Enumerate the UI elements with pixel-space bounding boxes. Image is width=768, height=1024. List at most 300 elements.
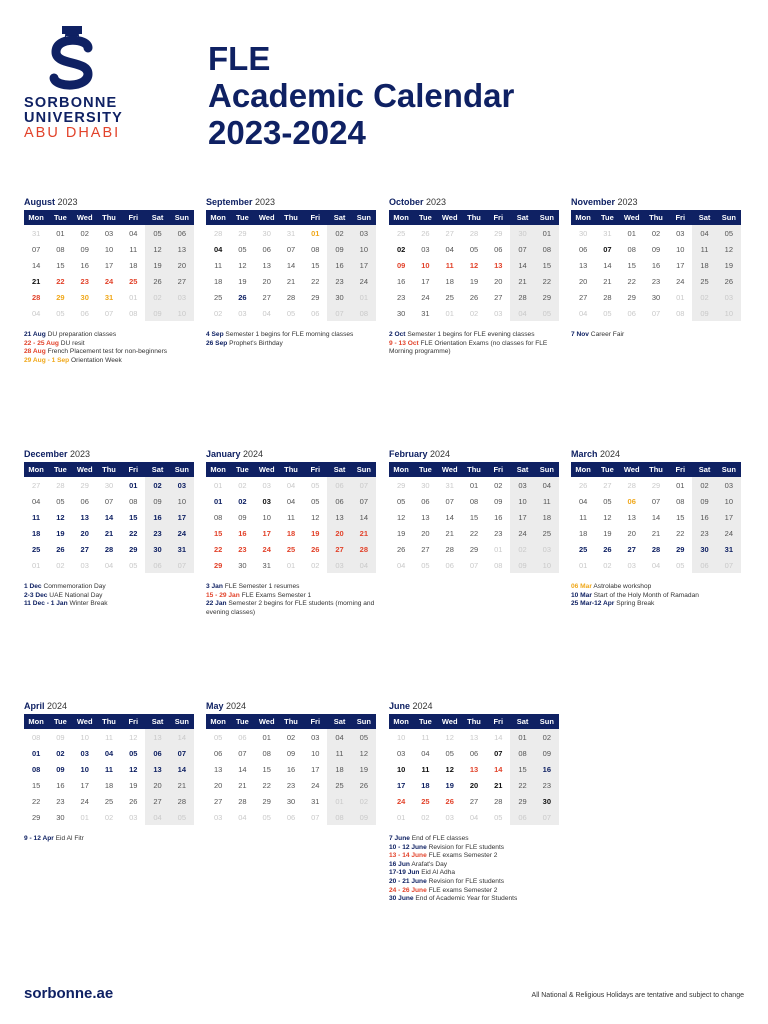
day-cell: 08 bbox=[510, 745, 534, 761]
day-cell: 31 bbox=[286, 228, 296, 238]
day-cell: 01 bbox=[56, 228, 65, 238]
weekday-header: Sat bbox=[510, 462, 534, 477]
month-title bbox=[206, 448, 376, 460]
day-cell: 16 bbox=[396, 276, 406, 286]
day-cell: 25 bbox=[327, 777, 351, 793]
day-cell: 04 bbox=[510, 305, 534, 321]
day-cell: 08 bbox=[31, 764, 41, 774]
weekday-header: Tue bbox=[230, 714, 254, 729]
day-cell: 02 bbox=[104, 812, 114, 822]
weekday-header: Sat bbox=[327, 714, 351, 729]
day-cell: 17 bbox=[396, 780, 406, 790]
day-cell: 24 bbox=[80, 796, 89, 806]
day-cell: 27 bbox=[145, 793, 169, 809]
day-cell: 09 bbox=[145, 493, 169, 509]
day-cell: 12 bbox=[717, 241, 741, 257]
month-name: September bbox=[206, 197, 253, 207]
event-date: 22 - 25 Aug bbox=[24, 339, 59, 347]
event-text: Revision for FLE students bbox=[426, 843, 505, 851]
day-cell: 07 bbox=[238, 748, 247, 758]
day-cell: 08 bbox=[327, 809, 351, 825]
event-note bbox=[24, 600, 200, 609]
day-cell: 26 bbox=[469, 292, 479, 302]
weekday-header: Thu bbox=[279, 714, 303, 729]
day-cell: 05 bbox=[396, 496, 406, 506]
day-cell: 19 bbox=[603, 528, 612, 538]
day-cell: 04 bbox=[31, 496, 41, 506]
day-cell: 07 bbox=[170, 745, 194, 761]
day-cell: 03 bbox=[262, 496, 271, 506]
day-cell: 08 bbox=[56, 244, 65, 254]
day-cell: 14 bbox=[494, 732, 503, 742]
day-cell: 11 bbox=[579, 512, 588, 522]
day-cell: 24 bbox=[352, 273, 376, 289]
day-cell: 07 bbox=[469, 560, 479, 570]
day-cell: 06 bbox=[80, 496, 89, 506]
week-row bbox=[24, 761, 194, 777]
day-cell: 01 bbox=[327, 793, 351, 809]
day-cell: 20 bbox=[262, 276, 271, 286]
weekday-header-row bbox=[571, 210, 741, 225]
weekday-header: Sun bbox=[170, 462, 194, 477]
day-cell: 14 bbox=[510, 257, 534, 273]
day-cell: 07 bbox=[651, 496, 661, 506]
day-cell: 05 bbox=[129, 560, 138, 570]
week-row bbox=[24, 257, 194, 273]
week-row bbox=[571, 541, 741, 557]
weekday-header-row bbox=[389, 714, 559, 729]
day-cell: 23 bbox=[535, 777, 559, 793]
week-row bbox=[389, 729, 559, 745]
weekday-header: Sat bbox=[145, 462, 169, 477]
day-cell: 06 bbox=[262, 244, 271, 254]
day-cell: 20 bbox=[170, 257, 194, 273]
event-date: 21 Aug bbox=[24, 331, 46, 338]
weekday-header: Sun bbox=[352, 462, 376, 477]
day-cell: 16 bbox=[145, 509, 169, 525]
weekday-header: Wed bbox=[438, 210, 462, 225]
event-note bbox=[24, 357, 200, 366]
weekday-header: Sun bbox=[352, 210, 376, 225]
day-cell: 17 bbox=[170, 509, 194, 525]
day-cell: 23 bbox=[56, 796, 65, 806]
day-cell: 14 bbox=[286, 260, 296, 270]
day-cell: 24 bbox=[396, 796, 406, 806]
month-notes bbox=[206, 331, 382, 348]
day-cell: 10 bbox=[535, 557, 559, 573]
day-cell: 05 bbox=[535, 305, 559, 321]
day-cell: 05 bbox=[170, 809, 194, 825]
day-cell: 02 bbox=[469, 308, 479, 318]
day-cell: 16 bbox=[494, 512, 503, 522]
day-cell: 01 bbox=[627, 228, 636, 238]
day-cell: 03 bbox=[494, 308, 503, 318]
day-cell: 20 bbox=[627, 528, 636, 538]
day-cell: 03 bbox=[129, 812, 138, 822]
day-cell: 02 bbox=[535, 729, 559, 745]
day-cell: 28 bbox=[104, 544, 114, 554]
event-text: Semester 1 begins for FLE morning classes bbox=[223, 331, 354, 338]
day-cell: 06 bbox=[510, 809, 534, 825]
week-row bbox=[206, 305, 376, 321]
week-row bbox=[389, 477, 559, 493]
day-cell: 05 bbox=[603, 496, 612, 506]
weekday-header: Sat bbox=[510, 210, 534, 225]
day-cell: 11 bbox=[32, 512, 41, 522]
month-name: February bbox=[389, 449, 428, 459]
day-cell: 13 bbox=[170, 241, 194, 257]
day-cell: 14 bbox=[238, 764, 247, 774]
weekday-header: Mon bbox=[206, 210, 230, 225]
day-cell: 03 bbox=[213, 812, 223, 822]
day-cell: 02 bbox=[56, 748, 65, 758]
day-cell: 05 bbox=[421, 560, 430, 570]
day-cell: 14 bbox=[445, 512, 454, 522]
day-cell: 04 bbox=[238, 812, 247, 822]
day-cell: 06 bbox=[445, 560, 454, 570]
week-row bbox=[206, 809, 376, 825]
day-cell: 21 bbox=[494, 780, 503, 790]
day-cell: 11 bbox=[692, 241, 716, 257]
day-cell: 19 bbox=[129, 780, 138, 790]
day-cell: 01 bbox=[80, 812, 89, 822]
week-row bbox=[206, 477, 376, 493]
weekday-header-row bbox=[24, 714, 194, 729]
week-row bbox=[24, 509, 194, 525]
day-cell: 30 bbox=[56, 812, 65, 822]
weekday-header-row bbox=[571, 462, 741, 477]
holiday-disclaimer: All National & Religious Holidays are tentative and subject to change bbox=[531, 992, 744, 999]
month-year: 2024 bbox=[223, 701, 247, 711]
weekday-header: Thu bbox=[644, 462, 668, 477]
day-cell: 04 bbox=[104, 748, 114, 758]
day-cell: 31 bbox=[262, 560, 271, 570]
week-row bbox=[24, 241, 194, 257]
month-title bbox=[24, 196, 194, 208]
event-text: FLE Exams Semester 1 bbox=[239, 591, 312, 599]
event-text: Eid Al Fitr bbox=[53, 835, 84, 842]
day-cell: 29 bbox=[510, 793, 534, 809]
weekday-header: Sat bbox=[145, 714, 169, 729]
day-cell: 07 bbox=[311, 812, 320, 822]
weekday-header: Thu bbox=[97, 462, 121, 477]
day-cell: 15 bbox=[129, 512, 138, 522]
week-row bbox=[389, 557, 559, 573]
day-cell: 02 bbox=[80, 228, 89, 238]
weekday-header: Sun bbox=[352, 714, 376, 729]
weekday-header: Mon bbox=[571, 462, 595, 477]
day-cell: 03 bbox=[352, 225, 376, 241]
day-cell: 22 bbox=[56, 276, 65, 286]
event-date: 28 Aug bbox=[24, 348, 46, 356]
week-row bbox=[206, 493, 376, 509]
day-cell: 29 bbox=[80, 480, 89, 490]
day-cell: 02 bbox=[286, 732, 296, 742]
day-cell: 18 bbox=[421, 780, 430, 790]
weekday-header: Thu bbox=[462, 462, 486, 477]
day-cell: 12 bbox=[469, 260, 479, 270]
month-notes bbox=[24, 583, 200, 609]
day-cell: 27 bbox=[80, 544, 89, 554]
day-cell: 05 bbox=[311, 496, 320, 506]
day-cell: 18 bbox=[692, 257, 716, 273]
day-cell: 24 bbox=[104, 276, 114, 286]
month-table bbox=[389, 714, 559, 825]
day-cell: 06 bbox=[421, 496, 430, 506]
week-row bbox=[206, 745, 376, 761]
day-cell: 11 bbox=[421, 732, 430, 742]
event-text: Orientation Week bbox=[69, 356, 122, 364]
event-date: 2-3 Dec bbox=[24, 591, 48, 599]
day-cell: 03 bbox=[717, 289, 741, 305]
event-text: Start of the Holy Month of Ramadan bbox=[591, 591, 699, 599]
day-cell: 07 bbox=[717, 557, 741, 573]
day-cell: 16 bbox=[535, 761, 559, 777]
day-cell: 01 bbox=[469, 480, 479, 490]
day-cell: 05 bbox=[469, 244, 479, 254]
logo-line-sorbonne: SORBONNE bbox=[24, 95, 118, 111]
day-cell: 25 bbox=[578, 544, 588, 554]
day-cell: 01 bbox=[396, 812, 406, 822]
day-cell: 09 bbox=[286, 748, 296, 758]
day-cell: 24 bbox=[510, 525, 534, 541]
day-cell: 31 bbox=[104, 292, 114, 302]
month-table bbox=[24, 210, 194, 321]
month-table bbox=[206, 462, 376, 573]
day-cell: 01 bbox=[213, 496, 223, 506]
event-text: Astrolabe workshop bbox=[591, 583, 652, 590]
day-cell: 11 bbox=[105, 764, 113, 774]
day-cell: 26 bbox=[56, 544, 65, 554]
day-cell: 12 bbox=[311, 512, 320, 522]
month-year: 2023 bbox=[252, 197, 276, 207]
day-cell: 12 bbox=[145, 241, 169, 257]
month-notes bbox=[389, 331, 565, 357]
day-cell: 27 bbox=[213, 796, 223, 806]
day-cell: 05 bbox=[352, 729, 376, 745]
day-cell: 02 bbox=[238, 496, 247, 506]
day-cell: 20 bbox=[421, 528, 430, 538]
day-cell: 01 bbox=[286, 560, 296, 570]
day-cell: 12 bbox=[445, 732, 454, 742]
day-cell: 25 bbox=[692, 273, 716, 289]
week-row bbox=[24, 225, 194, 241]
day-cell: 05 bbox=[262, 812, 271, 822]
day-cell: 04 bbox=[286, 480, 296, 490]
day-cell: 18 bbox=[535, 509, 559, 525]
day-cell: 31 bbox=[170, 541, 194, 557]
month-name: April bbox=[24, 701, 45, 711]
day-cell: 03 bbox=[535, 541, 559, 557]
weekday-header: Mon bbox=[24, 462, 48, 477]
day-cell: 26 bbox=[145, 273, 169, 289]
day-cell: 13 bbox=[469, 764, 479, 774]
event-date: 9 - 12 Apr bbox=[24, 835, 54, 842]
week-row bbox=[389, 509, 559, 525]
week-row bbox=[206, 241, 376, 257]
day-cell: 30 bbox=[104, 480, 114, 490]
day-cell: 07 bbox=[651, 308, 661, 318]
day-cell: 05 bbox=[286, 308, 296, 318]
day-cell: 08 bbox=[311, 244, 320, 254]
day-cell: 08 bbox=[352, 305, 376, 321]
day-cell: 15 bbox=[535, 257, 559, 273]
event-note bbox=[389, 340, 565, 357]
weekday-header: Wed bbox=[255, 462, 279, 477]
event-text: UAE National Day bbox=[47, 591, 103, 599]
day-cell: 05 bbox=[717, 225, 741, 241]
day-cell: 26 bbox=[311, 544, 320, 554]
event-date: 22 Jan bbox=[206, 600, 227, 608]
month-year: 2023 bbox=[55, 197, 78, 207]
day-cell: 02 bbox=[352, 793, 376, 809]
weekday-header: Mon bbox=[389, 462, 413, 477]
day-cell: 08 bbox=[676, 496, 685, 506]
month-table bbox=[206, 714, 376, 825]
weekday-header: Wed bbox=[73, 462, 97, 477]
day-cell: 06 bbox=[80, 308, 89, 318]
day-cell: 28 bbox=[627, 480, 636, 490]
weekday-header: Thu bbox=[462, 714, 486, 729]
day-cell: 02 bbox=[692, 477, 716, 493]
day-cell: 22 bbox=[213, 544, 223, 554]
day-cell: 04 bbox=[578, 496, 588, 506]
day-cell: 01 bbox=[535, 225, 559, 241]
weekday-header: Tue bbox=[230, 462, 254, 477]
day-cell: 08 bbox=[31, 732, 41, 742]
week-row bbox=[206, 541, 376, 557]
week-row bbox=[571, 477, 741, 493]
week-row bbox=[571, 557, 741, 573]
event-text: Spring Break bbox=[614, 600, 655, 608]
day-cell: 04 bbox=[421, 748, 430, 758]
weekday-header: Mon bbox=[206, 714, 230, 729]
weekday-header: Sun bbox=[717, 210, 741, 225]
weekday-header: Tue bbox=[48, 714, 72, 729]
week-row bbox=[389, 541, 559, 557]
website-link[interactable]: sorbonne.ae bbox=[24, 985, 114, 1002]
day-cell: 04 bbox=[104, 560, 114, 570]
week-row bbox=[206, 289, 376, 305]
day-cell: 05 bbox=[445, 748, 454, 758]
month-may bbox=[206, 700, 376, 835]
day-cell: 10 bbox=[396, 764, 406, 774]
day-cell: 24 bbox=[421, 292, 430, 302]
month-table bbox=[389, 210, 559, 321]
day-cell: 11 bbox=[105, 732, 113, 742]
weekday-header-row bbox=[389, 462, 559, 477]
weekday-header: Tue bbox=[48, 462, 72, 477]
event-date: 20 - 21 June bbox=[389, 877, 427, 885]
day-cell: 13 bbox=[145, 761, 169, 777]
day-cell: 07 bbox=[445, 496, 454, 506]
day-cell: 10 bbox=[170, 305, 194, 321]
day-cell: 06 bbox=[327, 493, 351, 509]
day-cell: 09 bbox=[651, 244, 661, 254]
event-note bbox=[24, 583, 200, 592]
weekday-header: Thu bbox=[279, 462, 303, 477]
day-cell: 06 bbox=[238, 732, 247, 742]
day-cell: 24 bbox=[676, 276, 685, 286]
day-cell: 30 bbox=[651, 292, 661, 302]
day-cell: 22 bbox=[510, 777, 534, 793]
day-cell: 14 bbox=[104, 512, 114, 522]
day-cell: 02 bbox=[311, 560, 320, 570]
weekday-header: Wed bbox=[438, 714, 462, 729]
day-cell: 17 bbox=[80, 780, 89, 790]
day-cell: 26 bbox=[717, 273, 741, 289]
weekday-header: Wed bbox=[73, 210, 97, 225]
weekday-header: Fri bbox=[121, 210, 145, 225]
day-cell: 02 bbox=[651, 228, 661, 238]
day-cell: 16 bbox=[692, 509, 716, 525]
day-cell: 07 bbox=[603, 244, 612, 254]
weekday-header: Thu bbox=[644, 210, 668, 225]
day-cell: 10 bbox=[352, 241, 376, 257]
day-cell: 31 bbox=[311, 796, 320, 806]
event-text: Winter Break bbox=[67, 600, 108, 608]
day-cell: 31 bbox=[445, 480, 454, 490]
day-cell: 11 bbox=[327, 745, 351, 761]
week-row bbox=[571, 257, 741, 273]
day-cell: 13 bbox=[469, 732, 479, 742]
day-cell: 28 bbox=[286, 292, 296, 302]
weekday-header: Tue bbox=[413, 210, 437, 225]
month-title bbox=[206, 196, 376, 208]
day-cell: 29 bbox=[535, 289, 559, 305]
month-name: June bbox=[389, 701, 411, 711]
event-text: End of Academic Year for Students bbox=[413, 895, 518, 903]
weekday-header: Sat bbox=[145, 210, 169, 225]
day-cell: 15 bbox=[510, 761, 534, 777]
day-cell: 20 bbox=[327, 525, 351, 541]
day-cell: 14 bbox=[170, 761, 194, 777]
day-cell: 18 bbox=[104, 780, 114, 790]
day-cell: 25 bbox=[396, 228, 406, 238]
event-text: Revision for FLE students bbox=[426, 877, 505, 885]
day-cell: 07 bbox=[170, 557, 194, 573]
weekday-header: Fri bbox=[668, 462, 692, 477]
day-cell: 29 bbox=[56, 292, 65, 302]
event-note bbox=[389, 869, 565, 878]
day-cell: 29 bbox=[469, 544, 479, 554]
event-date: 3 Jan bbox=[206, 583, 223, 590]
week-row bbox=[571, 305, 741, 321]
weekday-header: Sat bbox=[510, 714, 534, 729]
event-text: FLE exams Semester 2 bbox=[426, 886, 498, 894]
day-cell: 12 bbox=[603, 512, 612, 522]
day-cell: 03 bbox=[238, 308, 247, 318]
week-row bbox=[24, 809, 194, 825]
day-cell: 07 bbox=[104, 496, 114, 506]
day-cell: 20 bbox=[578, 276, 588, 286]
weekday-header: Sun bbox=[535, 462, 559, 477]
day-cell: 18 bbox=[213, 276, 223, 286]
day-cell: 07 bbox=[104, 308, 114, 318]
day-cell: 12 bbox=[238, 260, 247, 270]
day-cell: 30 bbox=[327, 289, 351, 305]
event-text: Semester 1 begins for FLE evening classes bbox=[405, 331, 535, 338]
day-cell: 02 bbox=[421, 812, 430, 822]
day-cell: 01 bbox=[494, 544, 503, 554]
day-cell: 09 bbox=[327, 241, 351, 257]
weekday-header: Fri bbox=[303, 462, 327, 477]
weekday-header: Mon bbox=[24, 714, 48, 729]
day-cell: 27 bbox=[31, 480, 41, 490]
day-cell: 21 bbox=[445, 528, 454, 538]
event-note bbox=[206, 600, 382, 617]
day-cell: 29 bbox=[262, 796, 271, 806]
